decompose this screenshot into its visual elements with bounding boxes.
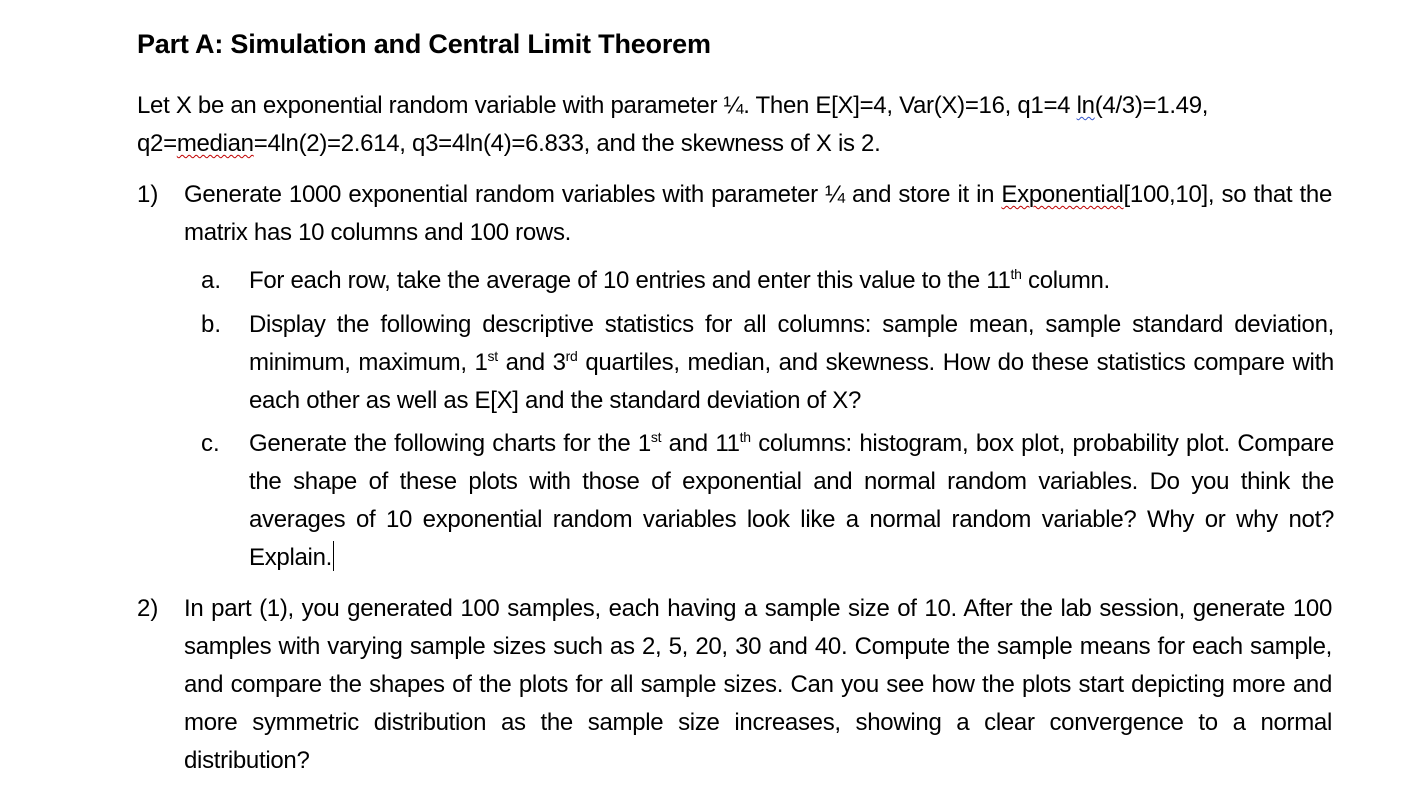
list-item-1-text-end: [100,10], so that the matrix has 10 columns and 100 rows. xyxy=(184,181,1332,246)
superscript-th: th xyxy=(1010,266,1022,282)
sub-item-b-text-start: Display the following descriptive statistics for all columns: sample mean, sample standard deviation, minimum, maximum, 1 xyxy=(249,311,1334,376)
text-cursor xyxy=(333,541,334,571)
sub-item-b-text-end: quartiles, median, and skewness. How do these statistics compare with each other as well as E[X] and the standard deviation of X? xyxy=(249,349,1334,414)
superscript-th: th xyxy=(739,429,751,445)
intro-line-2-start: q2= xyxy=(137,130,177,157)
spelling-flag-exponential[interactable]: Exponential xyxy=(1001,181,1124,208)
sub-item-c-text[interactable] xyxy=(249,425,1334,577)
sub-item-letter-b: b. xyxy=(201,311,222,338)
list-item-1-text-start: Generate 1000 exponential random variables with parameter ¼ and store it in xyxy=(184,181,1002,208)
sub-item-letter-c: c. xyxy=(201,430,220,457)
sub-item-b-text-middle: and 3 xyxy=(497,349,566,376)
superscript-st: st xyxy=(487,348,498,364)
superscript-rd: rd xyxy=(565,348,578,364)
superscript-st: st xyxy=(650,429,662,445)
sub-item-letter-a: a. xyxy=(201,267,222,294)
list-item-number-2: 2) xyxy=(137,595,159,622)
sub-item-a-text-start: For each row, take the average of 10 entries and enter this value to the 11 xyxy=(249,267,1011,294)
sub-item-a-text-end: column. xyxy=(1021,267,1110,294)
section-title: Part A: Simulation and Central Limit Theorem xyxy=(137,29,711,59)
list-item-2-text[interactable]: In part (1), you generated 100 samples, each having a sample size of 10. After the lab session, generate 100 samples with varying sample sizes such as 2, 5, 20, 30 and 40. Compute the sample means for each sample, and compare the shapes of the plots for all sample sizes. Can you see how the plots start depicting more and more symmetric distribution as the sample size increases, showing a clear convergence to a normal distribution? xyxy=(184,595,1332,774)
intro-line-1 xyxy=(137,87,1337,125)
intro-line-1-text: Let X be an exponential random variable with parameter ¼. Then E[X]=4, Var(X)=16, q1=4 xyxy=(137,92,1077,119)
list-item-1-text[interactable] xyxy=(184,176,1332,252)
spelling-flag-median[interactable]: median xyxy=(176,130,254,157)
sub-item-c-text-end: columns: histogram, box plot, probability plot. Compare the shape of these plots with those of exponential and normal random variables. Do you think the averages of 10 exponential random variables look like a normal random variable? Why or why not? Explain. xyxy=(249,430,1335,571)
sub-item-b-text[interactable] xyxy=(249,306,1334,420)
intro-line-2-text: =4ln(2)=2.614, q3=4ln(4)=6.833, and the skewness of X is 2. xyxy=(253,130,881,157)
sub-item-c-text-start: Generate the following charts for the 1 xyxy=(249,430,651,457)
list-item-number-1: 1) xyxy=(137,181,159,208)
intro-line-1-end: (4/3)=1.49, xyxy=(1094,92,1209,119)
sub-item-c-text-middle: and 11 xyxy=(661,430,740,457)
grammar-flag-ln[interactable]: ln xyxy=(1076,92,1095,119)
intro-paragraph[interactable] xyxy=(137,87,1337,163)
intro-line-2 xyxy=(137,125,1337,163)
sub-item-a-text[interactable] xyxy=(249,262,1334,300)
